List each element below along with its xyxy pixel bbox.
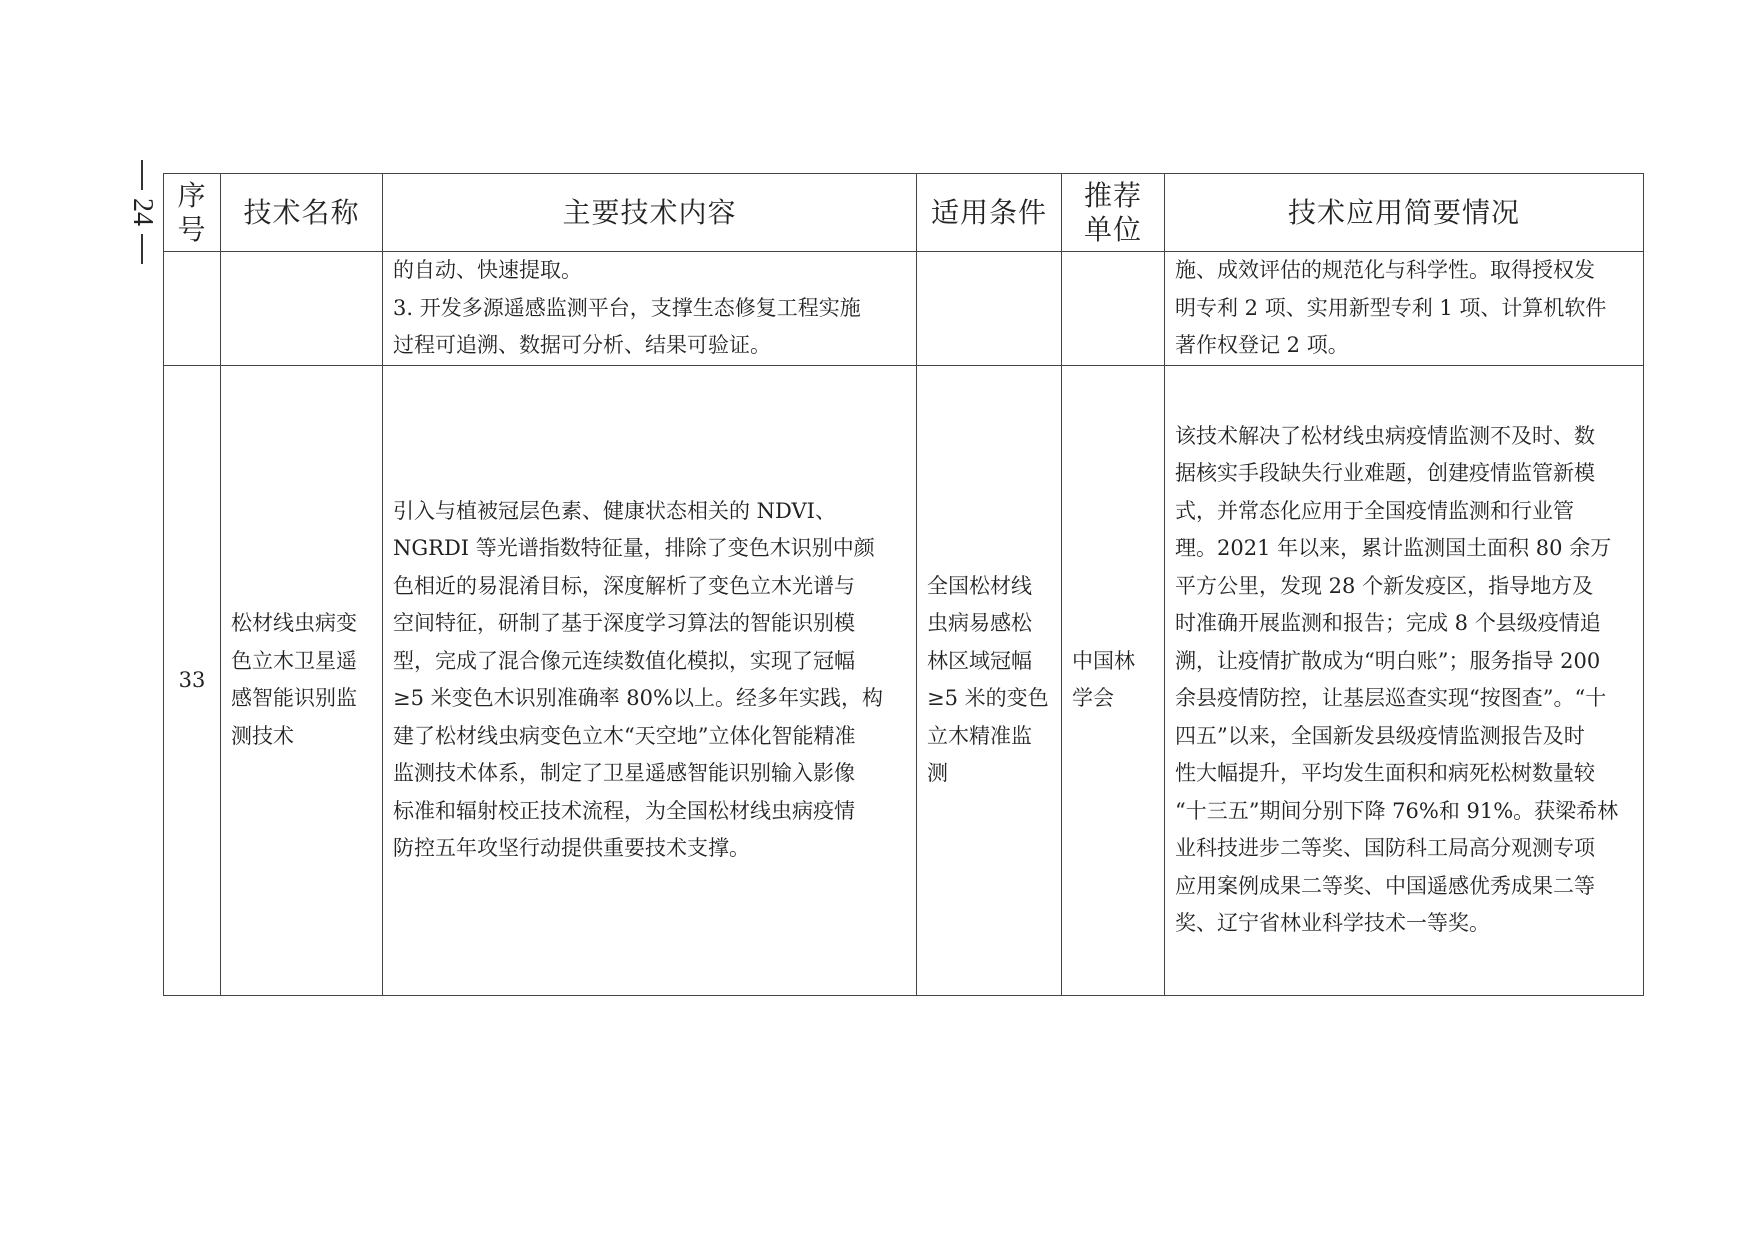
row33-content-cell xyxy=(383,365,917,995)
row33-content-line: 色相近的易混淆目标，深度解析了变色立木光谱与 xyxy=(393,573,855,598)
row33-application-line: 性大幅提升，平均发生面积和病死松树数量较 xyxy=(1175,761,1595,785)
header-name: 技术名称 xyxy=(221,174,383,252)
row33-recommender-line: 学会 xyxy=(1072,686,1114,710)
page-number-dash-top xyxy=(141,160,143,190)
row33-content-line: ≥5 米变色木识别准确率 80%以上。经多年实践，构 xyxy=(393,686,883,710)
row33-content-line: 监测技术体系，制定了卫星遥感智能识别输入影像 xyxy=(393,761,855,785)
row33-application-line: 奖、辽宁省林业科学技术一等奖。 xyxy=(1175,911,1490,935)
cont-conditions-cell xyxy=(917,252,1062,366)
header-seq xyxy=(164,174,221,252)
header-conditions: 适用条件 xyxy=(917,174,1062,252)
row33-application-line: 时准确开展监测和报告；完成 8 个县级疫情追 xyxy=(1175,611,1601,635)
header-recommender xyxy=(1062,174,1165,252)
page-number xyxy=(122,160,162,280)
row33-application-line: “十三五”期间分别下降 76%和 91%。获梁希林 xyxy=(1175,798,1619,823)
row33-name-line: 色立木卫星遥 xyxy=(231,648,357,673)
cont-application-line: 著作权登记 2 项。 xyxy=(1175,333,1349,357)
row33-name-cell xyxy=(221,365,383,995)
header-application: 技术应用简要情况 xyxy=(1165,174,1644,252)
row33-application-line: 余县疫情防控，让基层巡查实现“按图查”。“十 xyxy=(1175,686,1607,710)
cont-content-line: 的自动、快速提取。 xyxy=(393,258,582,282)
row33-application-line: 理。2021 年以来，累计监测国土面积 80 余万 xyxy=(1175,536,1612,560)
row33-application-line: 式，并常态化应用于全国疫情监测和行业管 xyxy=(1175,498,1574,523)
cont-content-line: 3. 开发多源遥感监测平台，支撑生态修复工程实施 xyxy=(393,295,861,320)
row33-condition-line: ≥5 米的变色 xyxy=(927,686,1049,710)
row33-condition-line: 虫病易感松 xyxy=(927,611,1032,635)
cont-recommender-cell xyxy=(1062,252,1165,366)
header-seq-line1: 序 xyxy=(177,178,207,212)
row33-name-line: 感智能识别监 xyxy=(231,686,357,710)
row33-application-line: 该技术解决了松材线虫病疫情监测不及时、数 xyxy=(1175,423,1595,448)
row33-application-line: 平方公里，发现 28 个新发疫区，指导地方及 xyxy=(1175,573,1594,598)
row33-application-cell xyxy=(1165,365,1644,995)
table-row-continuation xyxy=(164,252,1644,366)
technology-table xyxy=(163,173,1644,996)
row33-content-line: 建了松材线虫病变色立木“天空地”立体化智能精准 xyxy=(393,723,856,748)
cont-content-line: 过程可追溯、数据可分析、结果可验证。 xyxy=(393,333,771,357)
row33-condition-line: 立木精准监 xyxy=(927,723,1032,748)
cont-application-cell xyxy=(1165,252,1644,366)
row33-content-line: NGRDI 等光谱指数特征量，排除了变色木识别中颜 xyxy=(393,536,875,560)
table-row-33 xyxy=(164,365,1644,995)
row33-application-line: 溯，让疫情扩散成为“明白账”；服务指导 200 xyxy=(1175,648,1601,673)
row33-condition-line: 测 xyxy=(927,761,948,785)
row33-recommender-cell xyxy=(1062,365,1165,995)
row33-content-line: 防控五年攻坚行动提供重要技术支撑。 xyxy=(393,836,750,860)
cont-name-cell xyxy=(221,252,383,366)
row33-conditions-cell xyxy=(917,365,1062,995)
cont-application-line: 施、成效评估的规范化与科学性。取得授权发 xyxy=(1175,258,1595,282)
row33-name-line: 测技术 xyxy=(231,723,294,748)
page-number-text: 24 xyxy=(127,198,158,226)
header-recommender-line2: 单位 xyxy=(1083,212,1142,246)
row33-application-line: 据核实手段缺失行业难题，创建疫情监管新模 xyxy=(1175,461,1595,485)
cont-seq-cell xyxy=(164,252,221,366)
row33-content-line: 引入与植被冠层色素、健康状态相关的 NDVI、 xyxy=(393,498,836,523)
row33-condition-line: 全国松材线 xyxy=(927,573,1032,598)
page-number-dash-bottom xyxy=(141,234,143,264)
row33-content-line: 标准和辐射校正技术流程，为全国松材线虫病疫情 xyxy=(393,798,855,823)
header-content: 主要技术内容 xyxy=(383,174,917,252)
row33-content-line: 型，完成了混合像元连续数值化模拟，实现了冠幅 xyxy=(393,648,855,673)
table-header-row xyxy=(164,174,1644,252)
row33-application-line: 应用案例成果二等奖、中国遥感优秀成果二等 xyxy=(1175,873,1595,898)
header-recommender-line1: 推荐 xyxy=(1083,178,1142,212)
cont-application-line: 明专利 2 项、实用新型专利 1 项、计算机软件 xyxy=(1175,295,1607,320)
row33-name-line: 松材线虫病变 xyxy=(231,611,357,635)
cont-content-cell xyxy=(383,252,917,366)
header-seq-line2: 号 xyxy=(177,212,207,246)
row33-content-line: 空间特征，研制了基于深度学习算法的智能识别模 xyxy=(393,611,855,635)
row33-recommender-line: 中国林 xyxy=(1072,648,1135,673)
row33-application-line: 四五”以来，全国新发县级疫情监测报告及时 xyxy=(1175,723,1585,748)
row33-seq-cell: 33 xyxy=(164,365,221,995)
row33-condition-line: 林区域冠幅 xyxy=(927,648,1032,673)
row33-application-line: 业科技进步二等奖、国防科工局高分观测专项 xyxy=(1175,836,1595,860)
